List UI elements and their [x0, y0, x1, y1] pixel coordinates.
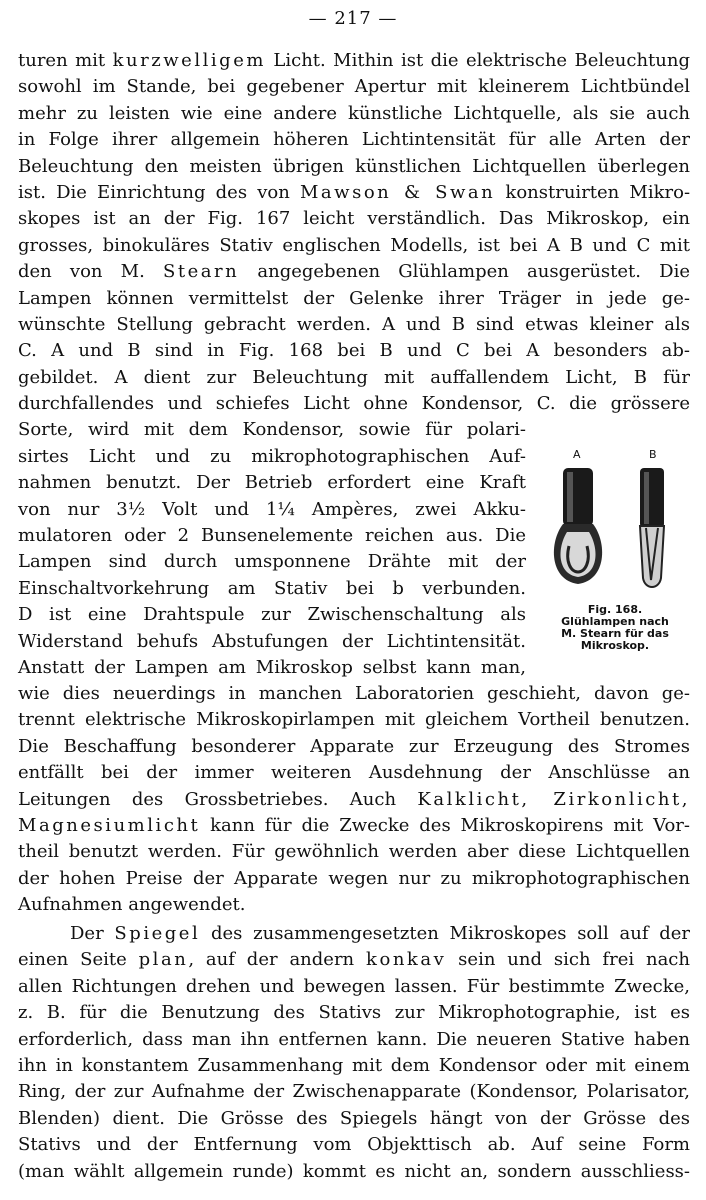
- page-number: — 217 —: [308, 8, 398, 29]
- text-line: nahmen benutzt. Der Betrieb erfordert eine Kraft: [18, 472, 526, 494]
- text-line: mulatoren oder 2 Bunsenelemente reichen aus. Die: [18, 525, 526, 547]
- text-line: Blenden) dient. Die Grösse des Spiegels hängt von der Grösse des: [18, 1107, 690, 1129]
- text-line: Lampen können vermittelst der Gelenke ihrer Träger in jede ge-: [18, 287, 690, 309]
- text-line: der hohen Preise der Apparate wegen nur zu mikrophotographischen: [18, 867, 690, 889]
- text-line: Einschaltvorkehrung am Stativ bei b verbunden.: [18, 577, 526, 599]
- text-line: turen mit kurzwelligem Licht. Mithin ist die elektrische Beleuchtung: [18, 50, 690, 71]
- text-line: Ring, der zur Aufnahme der Zwischenapparate (Kondensor, Polarisator,: [18, 1081, 690, 1103]
- figure-label-a: A: [573, 448, 581, 461]
- emphasis-kalklicht: Kalklicht, Zirkonlicht,: [417, 788, 691, 810]
- text-line: sirtes Licht und zu mikrophotographischen Auf-: [18, 445, 526, 467]
- text-line: Lampen sind durch umsponnene Drähte mit der: [18, 551, 526, 573]
- text-line: trennt elektrische Mikroskopirlampen mit gleichem Vortheil benutzen.: [18, 709, 690, 731]
- lamp-b-icon: [640, 468, 664, 587]
- text-line: Magnesiumlicht kann für die Zwecke des Mikroskopirens mit Vor-: [18, 814, 690, 836]
- emphasis-stearn: Stearn: [162, 261, 240, 283]
- text-line: entfällt bei der immer weiteren Ausdehnung der Anschlüsse an: [18, 762, 690, 784]
- emphasis-konkav: konkav: [366, 949, 447, 971]
- text-line: den von M. Stearn angegebenen Glühlampen ausgerüstet. Die: [18, 261, 691, 283]
- text-line: Widerstand behufs Abstufungen der Lichtintensität.: [18, 630, 526, 652]
- text-line: durchfallendes und schiefes Licht ohne Kondensor, C. die grössere: [18, 393, 690, 415]
- text-line: Anstatt der Lampen am Mikroskop selbst kann man,: [18, 656, 526, 678]
- text-line: (man wählt allgemein runde) kommt es nicht an, sondern ausschliess-: [18, 1160, 690, 1182]
- text-line: Beleuchtung den meisten übrigen künstlichen Lichtquellen überlegen: [18, 155, 690, 177]
- text-line: Aufnahmen angewendet.: [18, 894, 246, 916]
- text-line: mehr zu leisten wie eine andere künstliche Lichtquelle, als sie auch: [18, 102, 690, 124]
- text-line: wie dies neuerdings in manchen Laboratorien geschieht, davon ge-: [18, 683, 690, 704]
- text-line: in Folge ihrer allgemein höheren Lichtintensität für alle Arten der: [18, 129, 690, 151]
- text-line: skopes ist an der Fig. 167 leicht verständlich. Das Mikroskop, ein: [18, 208, 690, 230]
- text-line: Stativs und der Entfernung vom Objekttisch ab. Auf seine Form: [18, 1134, 690, 1156]
- text-line: Sorte, wird mit dem Kondensor, sowie für polari-: [18, 419, 526, 441]
- figure-label-b: B: [649, 448, 657, 461]
- text-line: allen Richtungen drehen und bewegen lassen. Für bestimmte Zwecke,: [18, 975, 690, 997]
- text-line: sowohl im Stande, bei gegebener Apertur mit kleinerem Lichtbündel: [18, 76, 690, 98]
- emphasis-mawson-swan: Mawson & Swan: [299, 181, 496, 203]
- text-line: Leitungen des Grossbetriebes. Auch Kalklicht, Zirkonlicht,: [18, 788, 691, 810]
- text-line: z. B. für die Benutzung des Stativs zur Mikrophotographie, ist es: [18, 1002, 690, 1024]
- emphasis-plan: plan: [138, 949, 189, 971]
- text-line: theil benutzt werden. Für gewöhnlich werden aber diese Lichtquellen: [18, 841, 690, 863]
- lamp-drawing: [545, 462, 685, 612]
- paragraph-continued: [18, 681, 690, 919]
- text-line: Der Spiegel des zusammengesetzten Mikroskopes soll auf der: [70, 923, 690, 944]
- text-line: von nur 3½ Volt und 1¼ Ampères, zwei Akku-: [18, 498, 526, 520]
- figure-caption: Fig. 168. Glühlampen nach M. Stearn für das Mikroskop.: [561, 603, 669, 652]
- text-line: einen Seite plan, auf der andern konkav sein und sich frei nach: [18, 949, 690, 971]
- emphasis-kurzwelligem: kurzwelligem: [112, 50, 266, 71]
- paragraph-spiegel: [18, 921, 690, 1185]
- text-line: C. A und B sind in Fig. 168 bei B und C bei A besonders ab-: [18, 340, 690, 362]
- emphasis-spiegel: Spiegel: [114, 923, 201, 944]
- lamp-a-icon: [554, 468, 602, 584]
- text-line: wünschte Stellung gebracht werden. A und B sind etwas kleiner als: [18, 313, 690, 335]
- text-line: Die Beschaffung besonderer Apparate zur Erzeugung des Stromes: [18, 735, 690, 757]
- text-line: erforderlich, dass man ihn entfernen kann. Die neueren Stative haben: [18, 1028, 690, 1050]
- text-line: gebildet. A dient zur Beleuchtung mit auffallendem Licht, B für: [18, 366, 690, 388]
- text-line: grosses, binokuläres Stativ englischen Modells, ist bei A B und C mit: [18, 234, 690, 256]
- text-line: ihn in konstantem Zusammenhang mit dem Kondensor oder mit einem: [18, 1054, 690, 1076]
- emphasis-magnesiumlicht: Magnesiumlicht: [18, 814, 201, 836]
- text-line: D ist eine Drahtspule zur Zwischenschaltung als: [18, 604, 526, 626]
- text-line: ist. Die Einrichtung des von Mawson & Swan konstruirten Mikro-: [18, 181, 691, 203]
